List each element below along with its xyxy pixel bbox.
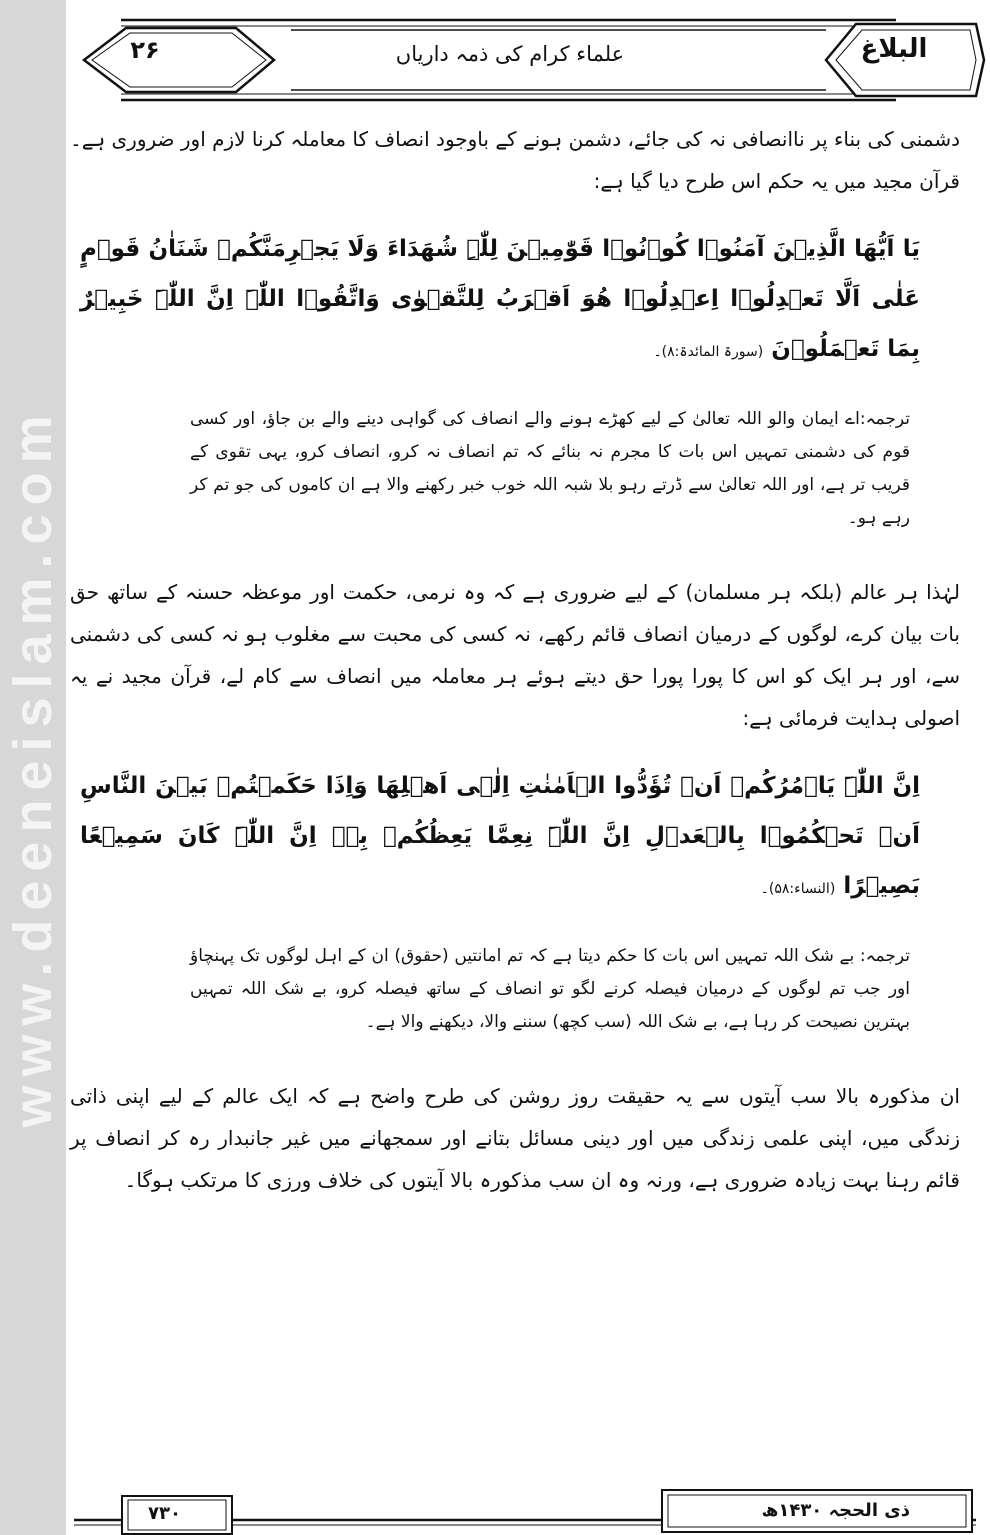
page-title: علماء کرام کی ذمہ داریاں bbox=[395, 42, 625, 66]
translation-2: ترجمہ: بے شک اللہ تمہیں اس بات کا حکم دیتا ہے کہ تم امانتیں (حقوق) ان کے اہل لوگوں تک پہنچاؤ اور جب تم لوگوں کے درمیان فیصلہ کرنے لگو تو انصاف کے ساتھ فیصلہ کرو، بے شک اللہ تمہیں بہترین نصیحت کر رہا ہے، بے شک اللہ (سب کچھ) سننے والا، دیکھنے والا ہے۔ bbox=[190, 946, 910, 1032]
article-body bbox=[70, 118, 960, 1201]
website-watermark: www.deeneislam.com bbox=[3, 406, 63, 1128]
footer-issue-date: ذی الحجہ ۱۴۳۰ھ bbox=[761, 1500, 910, 1521]
footer-total-page: ۷۳۰ bbox=[148, 1503, 181, 1524]
paragraph-1: دشمنی کی بناء پر ناانصافی نہ کی جائے، دشمن ہونے کے باوجود انصاف کا معاملہ کرنا لازم اور ضروری ہے۔قرآن مجید میں یہ حکم اس طرح دیا گیا ہے: bbox=[70, 127, 960, 193]
verse-1-reference: (سورۃ المائدۃ:۸)۔ bbox=[653, 344, 764, 360]
watermark-band bbox=[0, 0, 66, 1535]
translation-1: ترجمہ:اے ایمان والو اللہ تعالیٰ کے لیے کھڑے ہونے والے انصاف کی گواہی دینے والے بن جاؤ، اور کسی قوم کی دشمنی تمہیں اس بات کا مجرم نہ بنائے کہ تم انصاف نہ کرو، انصاف کرو، یہی تقوی کے قریب تر ہے، اور اللہ تعالیٰ سے ڈرتے رہو بلا شبہ اللہ خوب خبر رکھنے والا ہے ان کاموں کی جو تم کر رہے ہو۔ bbox=[190, 409, 910, 528]
page-number: ۲۶ bbox=[130, 36, 160, 64]
verse-2-reference: (النساء:۵۸)۔ bbox=[760, 881, 836, 897]
quran-verse-1 bbox=[80, 224, 920, 377]
paragraph-3: ان مذکورہ بالا سب آیتوں سے یہ حقیقت روز روشن کی طرح واضح ہے کہ ایک عالم کے لیے اپنی ذاتی زندگی میں، اپنی علمی زندگی میں اور دینی مسائل بتانے اور سمجھانے میں غیر جانبدار رہ کر انصاف پر قائم رہنا بہت زیادہ ضروری ہے، ورنہ وہ ان سب مذکورہ بالا آیتوں کی خلاف ورزی کا مرتکب ہوگا۔ bbox=[70, 1084, 960, 1192]
verse-2-text: اِنَّ اللّٰہَ یَاۡمُرُکُمۡ اَنۡ تُؤَدُّوا الۡاَمٰنٰتِ اِلٰۤی اَھۡلِھَا وَاِذَا حَکَمۡتُمۡ بَیۡنَ النَّاسِ اَنۡ تَحۡکُمُوۡا بِالۡعَدۡلِ اِنَّ اللّٰہَ نِعِمَّا یَعِظُکُمۡ بِہٖ اِنَّ اللّٰہَ کَانَ سَمِیۡعًا بَصِیۡرًا bbox=[80, 773, 920, 899]
magazine-logo: البلاغ bbox=[860, 34, 928, 64]
verse-1-text: یَا اَیُّھَا الَّذِیۡنَ آمَنُوۡا کُوۡنُوۡا قَوّٰمِیۡنَ لِلّٰہِ شُھَدَاءَ وَلَا یَجۡرِمَنَّکُمۡ شَنَاٰنُ قَوۡمٍ عَلٰی اَلَّا تَعۡدِلُوۡا اِعۡدِلُوۡا ھُوَ اَقۡرَبُ لِلتَّقۡوٰی وَاتَّقُوۡا اللّٰہَ اِنَّ اللّٰہَ خَبِیۡرٌ بِمَا تَعۡمَلُوۡنَ bbox=[80, 236, 920, 362]
quran-verse-2 bbox=[80, 761, 920, 914]
paragraph-2: لہٰذا ہر عالم (بلکہ ہر مسلمان) کے لیے ضروری ہے کہ وہ نرمی، حکمت اور موعظہ حسنہ کے ساتھ حق بات بیان کرے، لوگوں کے درمیان انصاف قائم رکھے، نہ کسی کی محبت سے مغلوب ہو نہ کسی کی دشمنی سے، اور ہر ایک کو اس کا پورا پورا حق دیتے ہوئے ہر معاملہ میں انصاف سے کام لے، قرآن مجید نے یہ اصولی ہدایت فرمائی ہے: bbox=[70, 580, 960, 730]
